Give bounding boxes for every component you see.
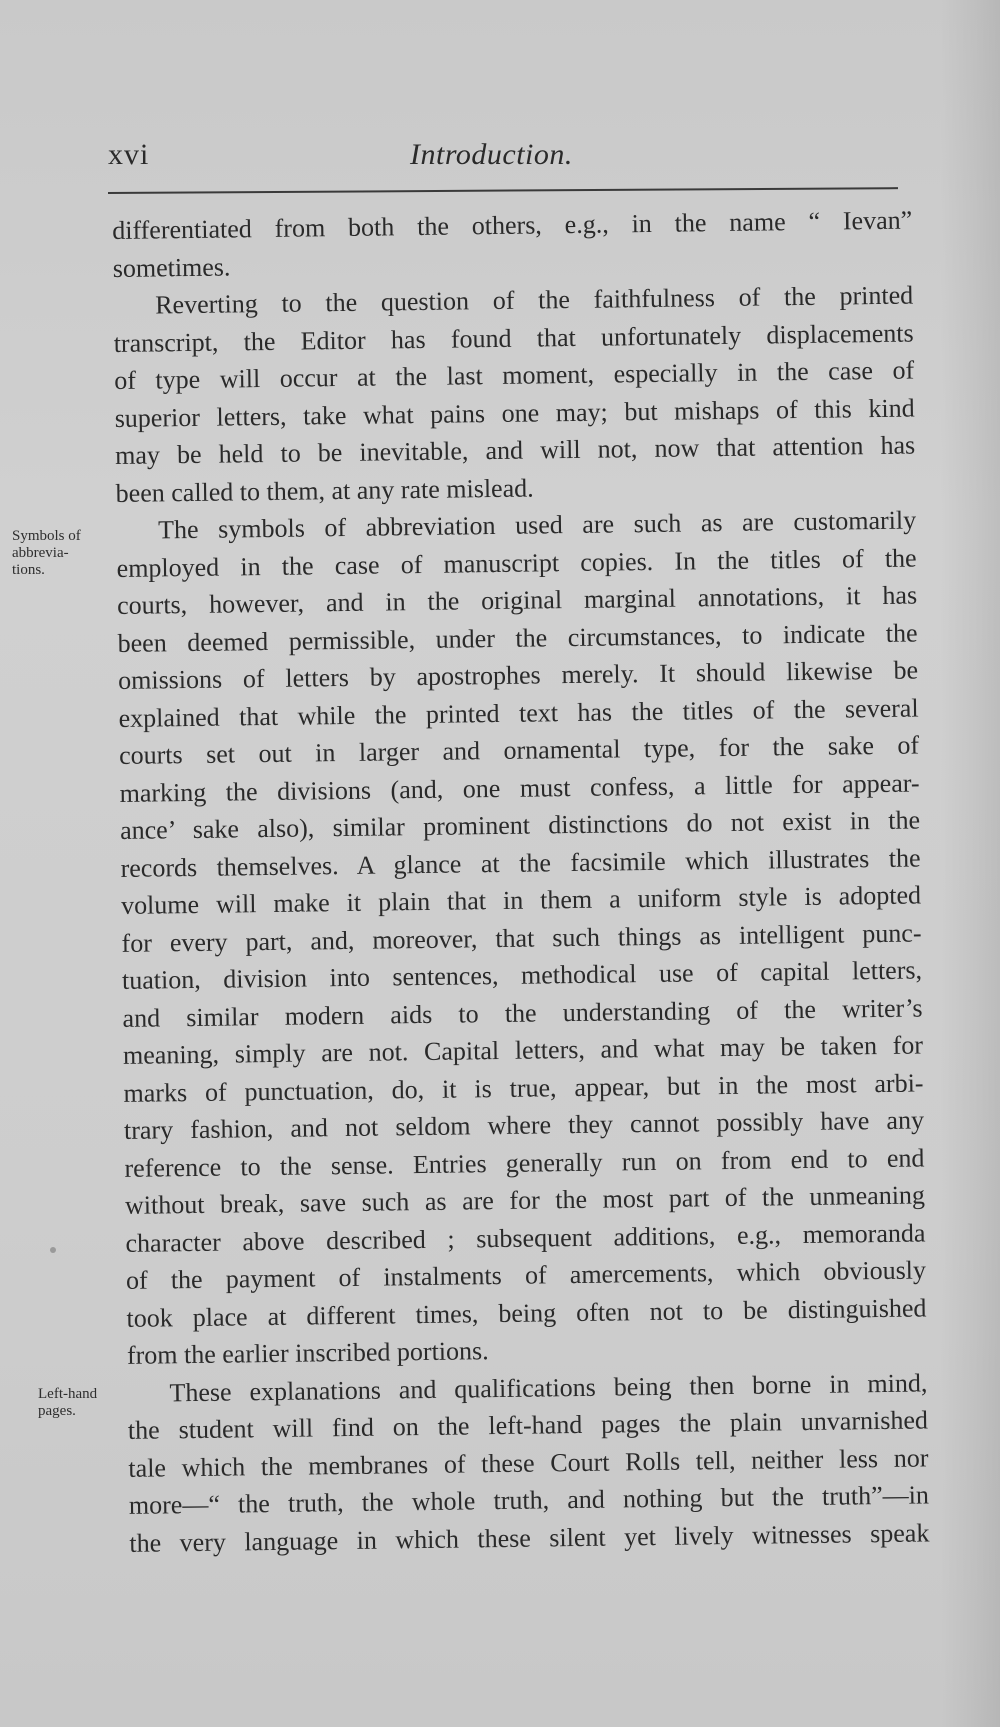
text-line: tuation, division into sentences, methodical use of capital letters, bbox=[121, 955, 923, 995]
text-line: took place at different times, being often not to be distinguished bbox=[126, 1292, 927, 1333]
header-rule bbox=[108, 187, 898, 194]
margin-note-line: tions. bbox=[12, 562, 45, 578]
text-line: ance’ sake also), similar prominent distinctions do not exist in the bbox=[119, 805, 921, 845]
margin-note-symbols bbox=[12, 528, 81, 579]
text-line: sometimes. bbox=[112, 251, 231, 283]
text-line: the very language in which these silent yet lively witnesses speak bbox=[129, 1517, 930, 1558]
text-line: transcript, the Editor has found that unfortunately displacements bbox=[113, 318, 914, 358]
text-line: The symbols of abbreviation used are such as are customarily bbox=[157, 505, 917, 545]
text-line: may be held to be inevitable, and will not, now that attention has bbox=[114, 430, 916, 470]
text-line: marks of punctuation, do, it is true, appear, but in the most arbi- bbox=[123, 1067, 924, 1108]
text-line: been deemed permissible, under the circumstances, to indicate the bbox=[117, 617, 918, 658]
page-number: xvi bbox=[108, 138, 150, 171]
page-edge-shadow bbox=[940, 0, 1000, 1727]
text-line: of type will occur at the last moment, especially in the case of bbox=[114, 355, 915, 395]
text-line: character above described ; subsequent additions, e.g., memoranda bbox=[125, 1217, 926, 1258]
text-line: been called to them, at any rate mislead. bbox=[115, 473, 534, 508]
page-header bbox=[108, 138, 898, 184]
text-line: the student will find on the left-hand pages the plain unvarnished bbox=[127, 1405, 929, 1445]
margin-note-line: abbrevia- bbox=[12, 545, 69, 561]
text-line: for every part, and, moreover, that such things as intelligent punc- bbox=[121, 917, 922, 958]
text-line: Reverting to the question of the faithfulness of the printed bbox=[155, 280, 914, 320]
margin-note-line: Symbols of bbox=[12, 528, 81, 544]
text-line: more—“ the truth, the whole truth, and nothing but the truth”—in bbox=[128, 1480, 930, 1520]
text-line: meaning, simply are not. Capital letters, and what may be taken for bbox=[122, 1030, 924, 1070]
text-line: employed in the case of manuscript copies. In the titles of the bbox=[116, 542, 917, 583]
text-line: explained that while the printed text has the titles of the several bbox=[118, 692, 919, 733]
text-line: superior letters, take what pains one may; but mishaps of this kind bbox=[114, 393, 915, 433]
text-line: courts set out in larger and ornamental type, for the sake of bbox=[118, 730, 920, 770]
text-line: volume will make it plain that in them a uniform style is adopted bbox=[120, 880, 922, 920]
text-line: from the earlier inscribed portions. bbox=[126, 1336, 489, 1370]
margin-note-line: pages. bbox=[38, 1403, 76, 1419]
running-title: Introduction. bbox=[410, 138, 573, 171]
text-line: without break, save such as are for the most part of the unmeaning bbox=[124, 1180, 926, 1220]
ink-spot bbox=[50, 1247, 56, 1253]
text-line: marking the divisions (and, one must confess, a little for appear- bbox=[119, 767, 920, 808]
text-line: differentiated from both the others, e.g., in the name “ Ievan” bbox=[112, 205, 913, 245]
margin-note-left-hand bbox=[38, 1386, 97, 1420]
text-line: tale which the membranes of these Court Rolls tell, neither less nor bbox=[128, 1442, 929, 1483]
margin-note-line: Left-hand bbox=[38, 1386, 98, 1402]
text-line: reference to the sense. Entries generally run on from end to end bbox=[124, 1142, 925, 1183]
body-text bbox=[112, 202, 930, 1562]
text-line: of the payment of instalments of amercements, which obviously bbox=[125, 1255, 927, 1295]
text-line: These explanations and qualifications being then borne in mind, bbox=[169, 1367, 928, 1407]
text-line: courts, however, and in the original marginal annotations, it has bbox=[116, 580, 918, 620]
text-line: omissions of letters by apostrophes merely. It should likewise be bbox=[117, 655, 919, 695]
text-line: and similar modern aids to the understanding of the writer’s bbox=[122, 992, 923, 1033]
text-line: records themselves. A glance at the facsimile which illustrates the bbox=[120, 842, 921, 883]
text-line: trary fashion, and not seldom where they cannot possibly have any bbox=[123, 1105, 925, 1145]
